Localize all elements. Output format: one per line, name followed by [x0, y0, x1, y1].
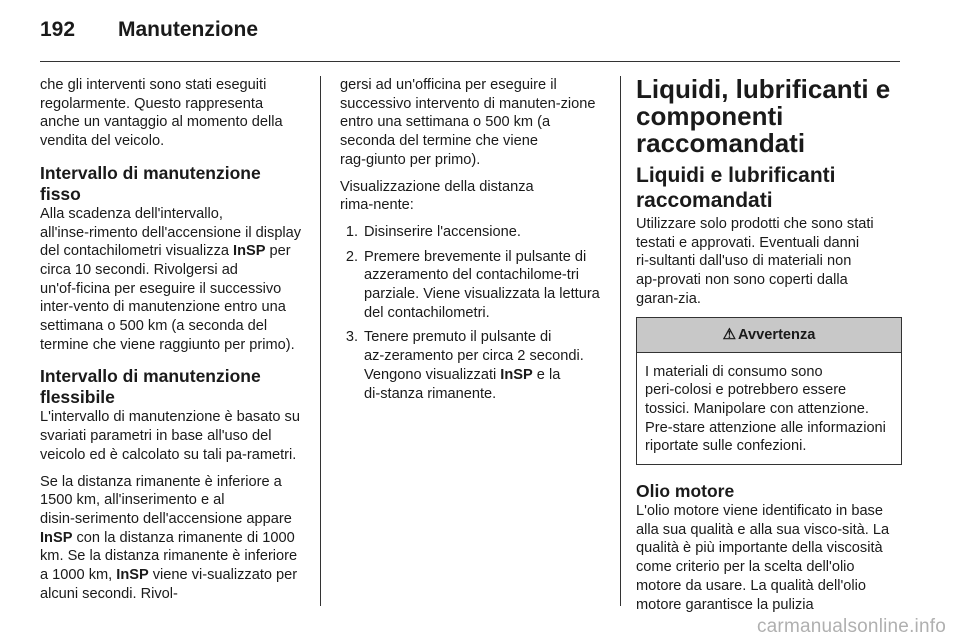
- page-number: 192: [40, 18, 76, 41]
- steps-list: [340, 223, 604, 403]
- insp-label: InSP: [116, 567, 149, 584]
- warning-icon: ⚠: [722, 325, 737, 343]
- header-rule: [40, 61, 900, 62]
- paragraph: Utilizzare solo prodotti che sono stati testati e approvati. Eventuali danni ri‑sultanti dall'uso di materiali non ap‑provati non sono coperti dalla garan‑zia.: [636, 216, 874, 307]
- insp-label: InSP: [40, 529, 73, 546]
- watermark: carmanualsonline.info: [756, 616, 946, 637]
- column-divider: [620, 76, 621, 606]
- chapter-heading: Liquidi, lubrificanti e componenti raccomandati: [636, 74, 891, 158]
- section-heading-fixed-interval: Intervallo di manutenzione fisso: [40, 162, 261, 204]
- warning-header: ⚠ Avvertenza: [637, 318, 901, 353]
- warning-box: [636, 317, 902, 466]
- column-divider: [320, 76, 321, 606]
- paragraph: Visualizzazione della distanza rima‑nente:: [340, 178, 534, 214]
- section-heading-fluids: Liquidi e lubrificanti raccomandati: [636, 164, 836, 212]
- paragraph: L'olio motore viene identificato in base alla sua qualità e alla sua visco‑sità. La qualità è più importante della viscosità come criterio per la scelta dell'olio motore da usare. La qualità dell'olio motore garantisce la pulizia: [636, 503, 890, 613]
- paragraph: che gli interventi sono stati eseguiti regolarmente. Questo rappresenta anche un vantaggio al momento della vendita del veicolo.: [40, 77, 283, 150]
- paragraph: Alla scadenza dell'intervallo, all'inse‑rimento dell'accensione il display del contachilometri visualizza InSP per circa 10 secondi. Rivolgersi ad un'of‑ficina per eseguire il successivo inter‑vento di manutenzione entro una settimana o 500 km (a seconda del termine che viene raggiunto per primo).: [40, 205, 302, 353]
- paragraph: gersi ad un'officina per eseguire il successivo intervento di manuten‑zione entro una settimana o 500 km (a seconda del termine che viene rag‑giunto per primo).: [340, 77, 596, 168]
- list-item: 3. Tenere premuto il pulsante di az‑zeramento per circa 2 secondi. Vengono visualizzati InSP e la di‑stanza rimanente.: [345, 329, 584, 402]
- column-2: [340, 76, 604, 409]
- section-heading-engine-oil: Olio motore: [636, 481, 735, 502]
- insp-label: InSP: [500, 366, 533, 383]
- paragraph: L'intervallo di manutenzione è basato su svariati parametri in base all'uso del veicolo ed è calcolato su tali pa‑rametri.: [40, 409, 300, 463]
- list-item: 1. Disinserire l'accensione.: [345, 223, 521, 240]
- column-3: [636, 76, 902, 622]
- paragraph: Se la distanza rimanente è inferiore a 1500 km, all'inserimento e al disin‑serimento dell'accensione appare InSP con la distanza rimanente di 1000 km. Se la distanza rimanente è inferiore a 1000 km, InSP viene vi‑sualizzato per alcuni secondi. Rivol‑: [40, 473, 298, 602]
- insp-label: InSP: [233, 243, 266, 260]
- list-item: 2. Premere brevemente il pulsante di azzeramento del contachilome‑tri parziale. Viene visualizzata la lettura del contachilometri.: [345, 248, 600, 321]
- column-1: [40, 76, 304, 611]
- section-heading-flexible-interval: Intervallo di manutenzione flessibile: [40, 366, 261, 408]
- page-title: Manutenzione: [118, 18, 258, 41]
- warning-body: I materiali di consumo sono peri‑colosi e potrebbero essere tossici. Manipolare con attenzione. Pre‑stare attenzione alle informazioni riportate sulle confezioni.: [645, 363, 886, 455]
